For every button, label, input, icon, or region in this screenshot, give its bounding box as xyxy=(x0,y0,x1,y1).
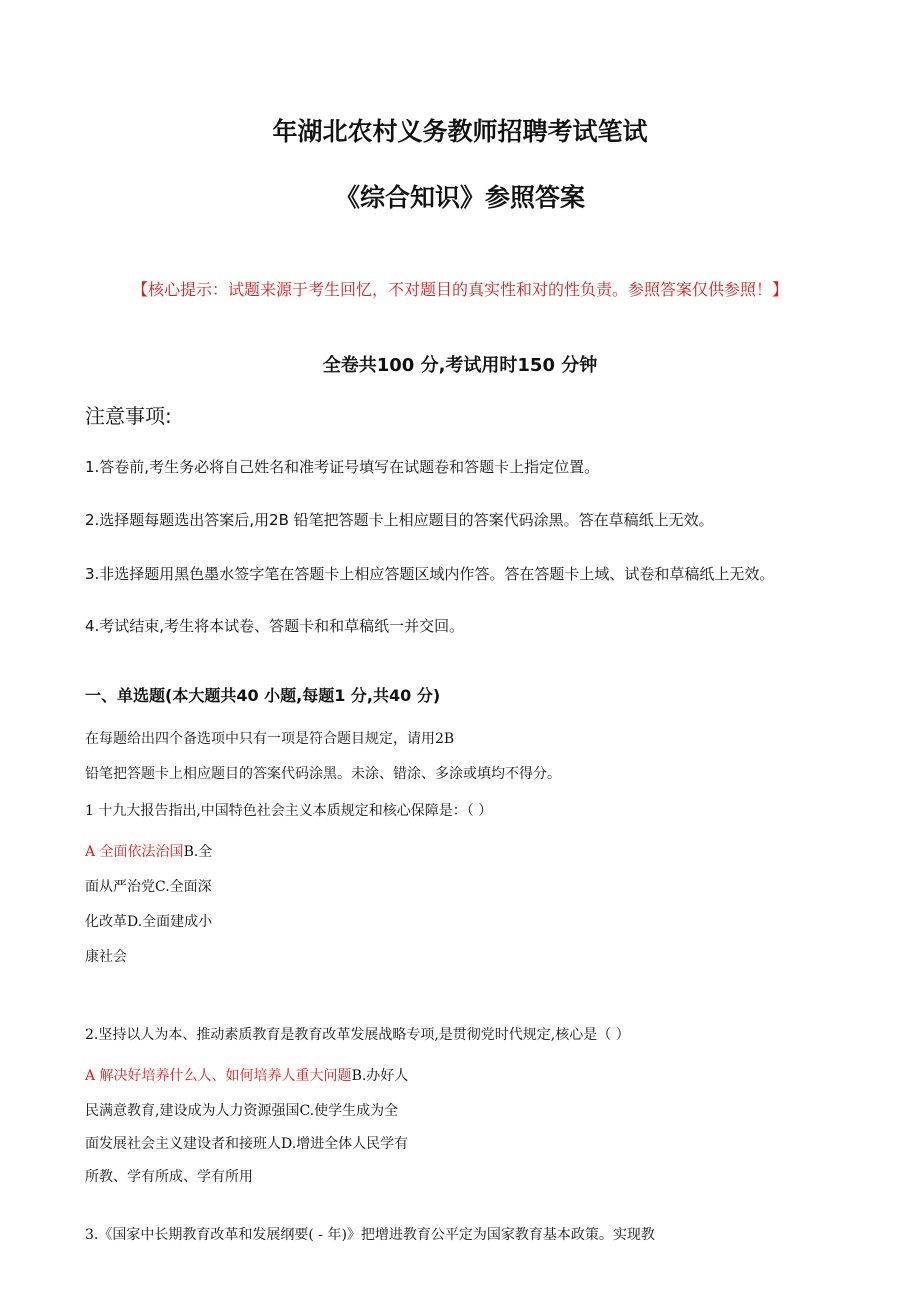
question-2-option-b: B.办好人 xyxy=(351,1068,409,1084)
section-desc-line1: 在每题给出四个备选项中只有一项是符合题目规定，请用2B xyxy=(85,731,455,747)
notice-item-4: 4.考试结束,考生将本试卷、答题卡和和草稿纸一并交回。 xyxy=(85,617,465,635)
question-2-options-line2: 民满意教育,建设成为人力资源强国C.使学生成为全 xyxy=(85,1103,399,1119)
question-1-option-b: B.全 xyxy=(183,844,213,860)
section-desc-line2: 铅笔把答题卡上相应题目的答案代码涂黑。未涂、错涂、多涂或填均不得分。 xyxy=(85,766,561,782)
notice-item-3: 3.非选择题用黑色墨水签字笔在答题卡上相应答题区域内作答。答在答题卡上域、试卷和草稿纸上无效。 xyxy=(85,565,775,583)
question-1-answer: A 全面依法治国 xyxy=(85,844,184,860)
question-2-stem: 2.坚持以人为本、推动素质教育是教育改革发展战略专项,是贯彻党时代规定,核心是（ ） xyxy=(85,1027,630,1043)
question-1-options-line1 xyxy=(85,841,212,861)
question-1-options-line4: 康社会 xyxy=(85,949,127,965)
question-2-options-line1 xyxy=(85,1065,408,1085)
core-hint: 【核心提示：试题来源于考生回忆，不对题目的真实性和对的性负责。参照答案仅供参照！】 xyxy=(131,280,788,299)
document-title-line2: 《综合知识》参照答案 xyxy=(334,183,585,212)
section-heading: 一、单选题(本大题共40 小题,每题1 分,共40 分) xyxy=(85,686,441,705)
question-3-stem: 3.《国家中长期教育改革和发展纲要( - 年)》把增进教育公平定为国家教育基本政策。实现教 xyxy=(85,1227,655,1243)
question-1-options-line3: 化改革D.全面建成小 xyxy=(85,914,213,930)
question-2-options-line4: 所教、学有所成、学有所用 xyxy=(85,1169,253,1185)
question-1-options-line2: 面从严治党C.全面深 xyxy=(85,879,212,895)
question-2-options-line3: 面发展社会主义建设者和接班人D.增进全体人民学有 xyxy=(85,1136,409,1152)
question-2-answer: A 解决好培养什么人、如何培养人重大问题 xyxy=(85,1068,352,1084)
notice-item-2: 2.选择题每题选出答案后,用2B 铅笔把答题卡上相应题目的答案代码涂黑。答在草稿纸上无效。 xyxy=(85,511,714,529)
exam-info: 全卷共100 分,考试用时150 分钟 xyxy=(322,355,598,376)
question-1-stem: 1 十九大报告指出,中国特色社会主义本质规定和核心保障是：（ ） xyxy=(85,803,493,819)
notice-heading: 注意事项: xyxy=(85,404,172,428)
document-title-line1: 年湖北农村义务教师招聘考试笔试 xyxy=(272,117,648,146)
notice-item-1: 1.答卷前,考生务必将自己姓名和准考证号填写在试题卷和答题卡上指定位置。 xyxy=(85,458,600,476)
